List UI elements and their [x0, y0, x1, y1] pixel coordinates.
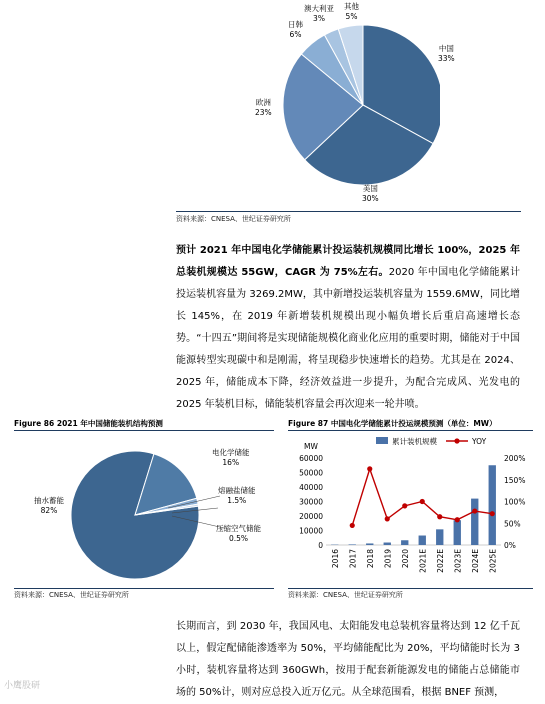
fig87-bar-2021E — [419, 536, 426, 545]
fig87-bar-2020 — [401, 540, 408, 545]
fig87-y2tick: 150% — [504, 476, 525, 485]
fig86-title-rule — [14, 430, 274, 431]
fig87-xtick: 2023E — [453, 549, 462, 573]
fig87-xtick: 2025E — [488, 549, 497, 573]
fig87-bar-2022E — [436, 529, 443, 545]
fig87-y2tick: 100% — [504, 498, 525, 507]
fig87-title-rule — [288, 430, 533, 431]
fig87-xtick: 2022E — [436, 549, 445, 573]
paragraph-1-bold: 预计 2021 年中国电化学储能累计投运装机规模同比增长 100%，2025 年总装机规模达 55GW，CAGR 为 75%左右。 — [176, 245, 520, 278]
fig87-title: Figure 87 中国电化学储能累计投运规模预测（单位：MW） — [288, 418, 497, 429]
paragraph-1 — [176, 240, 520, 416]
watermark: 小鹰股研 — [4, 678, 40, 691]
fig87-legend-line-marker — [454, 438, 459, 443]
top-pie-label-cn: 中国 33% — [438, 44, 455, 64]
fig86-title: Figure 86 2021 年中国储能装机结构预测 — [14, 418, 163, 429]
fig87-ytick: 60000 — [299, 454, 323, 463]
fig87-yoy-point — [350, 523, 355, 528]
fig87-xtick: 2021E — [418, 549, 427, 573]
fig87-ytick: 20000 — [299, 512, 323, 521]
fig87-yoy-point — [437, 514, 442, 519]
fig87-bar-2018 — [366, 543, 373, 545]
fig87-y2tick: 50% — [504, 519, 521, 528]
fig87-source: 资料来源：CNESA、世纪证券研究所 — [288, 590, 403, 600]
fig87-legend-line-label: YOY — [471, 437, 487, 446]
fig87-bar-2019 — [384, 543, 391, 545]
fig87-ytick: 30000 — [299, 498, 323, 507]
fig87-xtick: 2017 — [348, 549, 357, 568]
fig87-y2tick: 0% — [504, 541, 516, 550]
fig86-label-electro: 电化学储能 16% — [212, 448, 250, 468]
fig87-yoy-point — [490, 511, 495, 516]
fig87-bar-2023E — [454, 520, 461, 545]
fig87-xtick: 2019 — [383, 549, 392, 568]
fig86-source: 资料来源：CNESA、世纪证券研究所 — [14, 590, 129, 600]
fig87-yoy-point — [367, 466, 372, 471]
top-source: 资料来源：CNESA、世纪证券研究所 — [176, 214, 291, 224]
fig87-bar-2017 — [349, 544, 356, 545]
top-source-rule — [176, 211, 521, 212]
top-pie-label-au: 澳大利亚 3% — [304, 4, 334, 24]
fig87-xtick: 2024E — [471, 549, 480, 573]
fig87-yoy-point — [455, 517, 460, 522]
fig87-ytick: 50000 — [299, 469, 323, 478]
fig87-ylabel: MW — [304, 442, 318, 451]
fig87-ytick: 40000 — [299, 483, 323, 492]
fig86-source-rule — [14, 588, 274, 589]
fig87-ytick: 10000 — [299, 527, 323, 536]
fig87-bar-2025E — [489, 465, 496, 545]
fig87-legend-bar-swatch — [376, 437, 388, 444]
top-pie-label-other: 其他 5% — [344, 2, 359, 22]
fig87-source-rule — [288, 588, 533, 589]
fig87-bar-2024E — [471, 499, 478, 545]
fig87-xtick: 2020 — [401, 549, 410, 568]
paragraph-2 — [176, 616, 520, 704]
fig86-label-molten: 熔融盐储能 1.5% — [218, 486, 256, 506]
fig87-yoy-point — [472, 508, 477, 513]
fig87-y2tick: 200% — [504, 454, 525, 463]
fig87-chart — [286, 432, 536, 586]
top-pie-label-eu: 欧洲 23% — [255, 98, 272, 118]
fig87-yoy-point — [402, 503, 407, 508]
top-pie-label-us: 美国 30% — [362, 184, 379, 204]
fig86-label-air: 压缩空气储能 0.5% — [216, 524, 261, 544]
fig87-yoy-point — [385, 516, 390, 521]
top-pie-label-jk: 日韩 6% — [288, 20, 303, 40]
paragraph-1-body: 2020 年中国电化学储能累计投运装机容量为 3269.2MW，其中新增投运装机容量为 1559.6MW，同比增长 145%，在 2019 年新增装机规模出现小幅负增长后重启高速增长态势。“十四五”期间将是实现储能规模化商业化应用的重要时期，储能对于中国能源转型实现碳中和是刚需，将呈现稳步快速增长的趋势。尤其是在 2024、2025 年，储能成本下降，经济效益进一步提升，为配合完成风、光发电的 2025 年装机目标，储能装机容量会再次迎来一轮井喷。 — [176, 267, 520, 410]
fig86-label-pumped: 抽水蓄能 82% — [34, 496, 64, 516]
paragraph-2-body: 长期而言，到 2030 年，我国风电、太阳能发电总装机容量将达到 12 亿千瓦以上，假定配储能渗透率为 50%，平均储能配比为 20%，平均储能时长为 3 小时，装机容量将达到 360GWh，按用于配套新能源发电的储能占总储能市场的 50%计，则对应总投入近万亿元。从全球范围看，根据 BNEF 预测， — [176, 621, 520, 698]
fig87-ytick: 0 — [318, 541, 323, 550]
fig87-xtick: 2016 — [331, 549, 340, 568]
fig87-xtick: 2018 — [366, 549, 375, 568]
fig87-yoy-point — [420, 499, 425, 504]
fig87-legend-bar-label: 累计装机规模 — [392, 436, 437, 446]
